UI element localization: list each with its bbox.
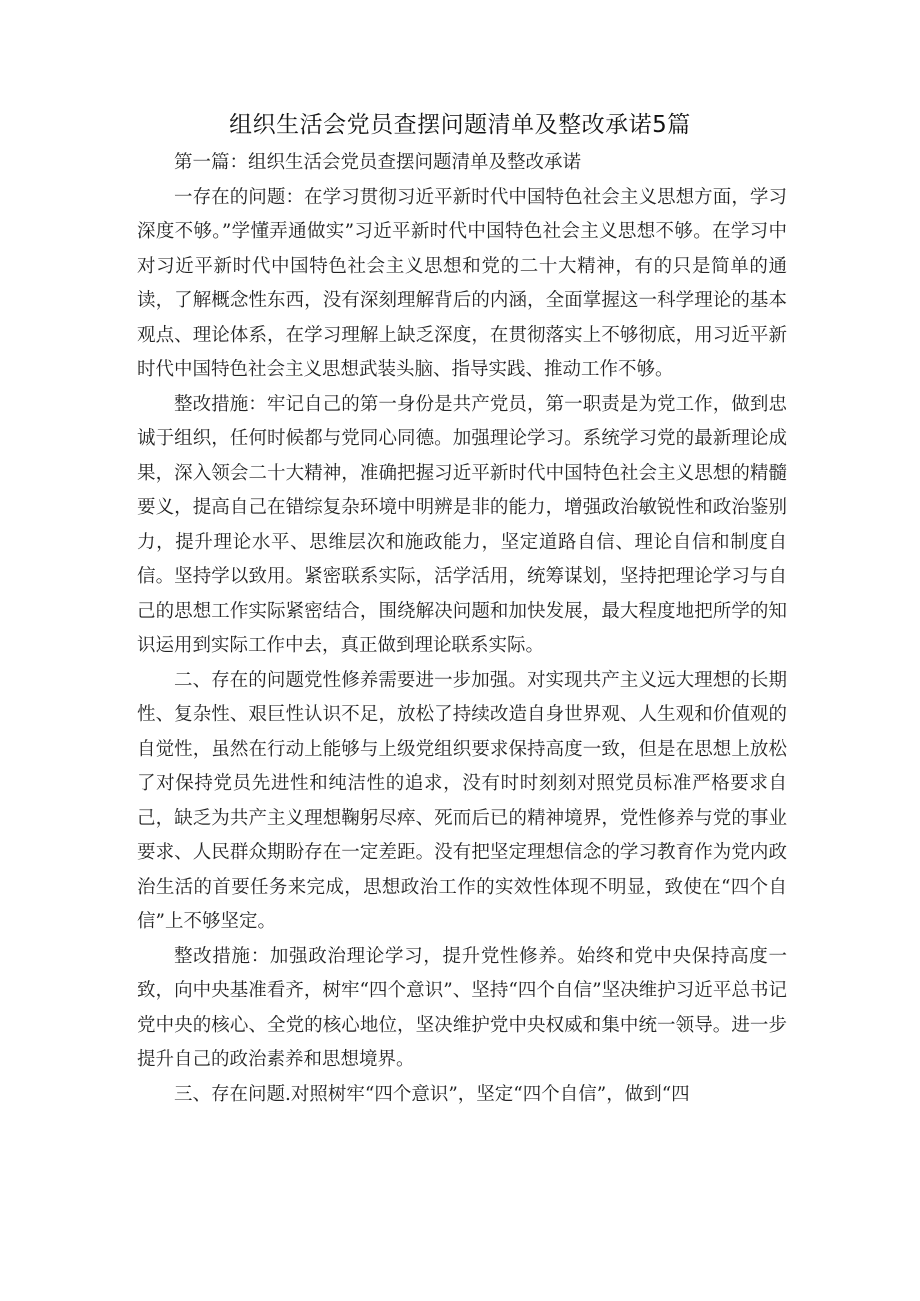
document-body (137, 146, 787, 1112)
paragraph-measures-2: 整改措施：加强政治理论学习，提升党性修养。始终和党中央保持高度一致，向中央基准看齐，树牢“四个意识”、坚持“四个自信”坚决维护习近平总书记党中央的核心、全党的核心地位，坚决维护党中央权威和集中统一领导。进一步提升自己的政治素养和思想境界。 (137, 945, 787, 1070)
paragraph-problem-1: 一存在的问题：在学习贯彻习近平新时代中国特色社会主义思想方面，学习深度不够。”学懂弄通做实”习近平新时代中国特色社会主义思想不够。在学习中对习近平新时代中国特色社会主义思想和党的二十大精神，有的只是简单的通读，了解概念性东西，没有深刻理解背后的内涵，全面掌握这一科学理论的基本观点、理论体系，在学习理解上缺乏深度，在贯彻落实上不够彻底，用习近平新时代中国特色社会主义思想武装头脑、指导实践、推动工作不够。 (137, 186, 787, 380)
paragraph-chapter-heading: 第一篇：组织生活会党员查摆问题清单及整改承诺 (174, 152, 582, 173)
paragraph-problem-3: 三、存在问题.对照树牢“四个意识”，坚定“四个自信”，做到“四 (174, 1083, 690, 1105)
document-title: 组织生活会党员查摆问题清单及整改承诺5篇 (229, 112, 691, 138)
paragraph-measures-1: 整改措施：牢记自己的第一身份是共产党员，第一职责是为党工作，做到忠诚于组织，任何时候都与党同心同德。加强理论学习。系统学习党的最新理论成果，深入领会二十大精神，准确把握习近平新时代中国特色社会主义思想的精髓要义，提高自己在错综复杂环境中明辨是非的能力，增强政治敏锐性和政治鉴别力，提升理论水平、思维层次和施政能力，坚定道路自信、理论自信和制度自信。坚持学以致用。紧密联系实际，活学活用，统筹谋划，坚持把理论学习与自己的思想工作实际紧密结合，围绕解决问题和加快发展，最大程度地把所学的知识运用到实际工作中去，真正做到理论联系实际。 (137, 393, 787, 656)
paragraph-problem-2: 二、存在的问题党性修养需要进一步加强。对实现共产主义远大理想的长期性、复杂性、艰巨性认识不足，放松了持续改造自身世界观、人生观和价值观的自觉性，虽然在行动上能够与上级党组织要求保持高度一致，但是在思想上放松了对保持党员先进性和纯洁性的追求，没有时时刻刻对照党员标准严格要求自己，缺乏为共产主义理想鞠躬尽瘁、死而后已的精神境界，党性修养与党的事业要求、人民群众期盼存在一定差距。没有把坚定理想信念的学习教育作为党内政治生活的首要任务来完成，思想政治工作的实效性体现不明显，致使在“四个自信”上不够坚定。 (137, 669, 787, 932)
